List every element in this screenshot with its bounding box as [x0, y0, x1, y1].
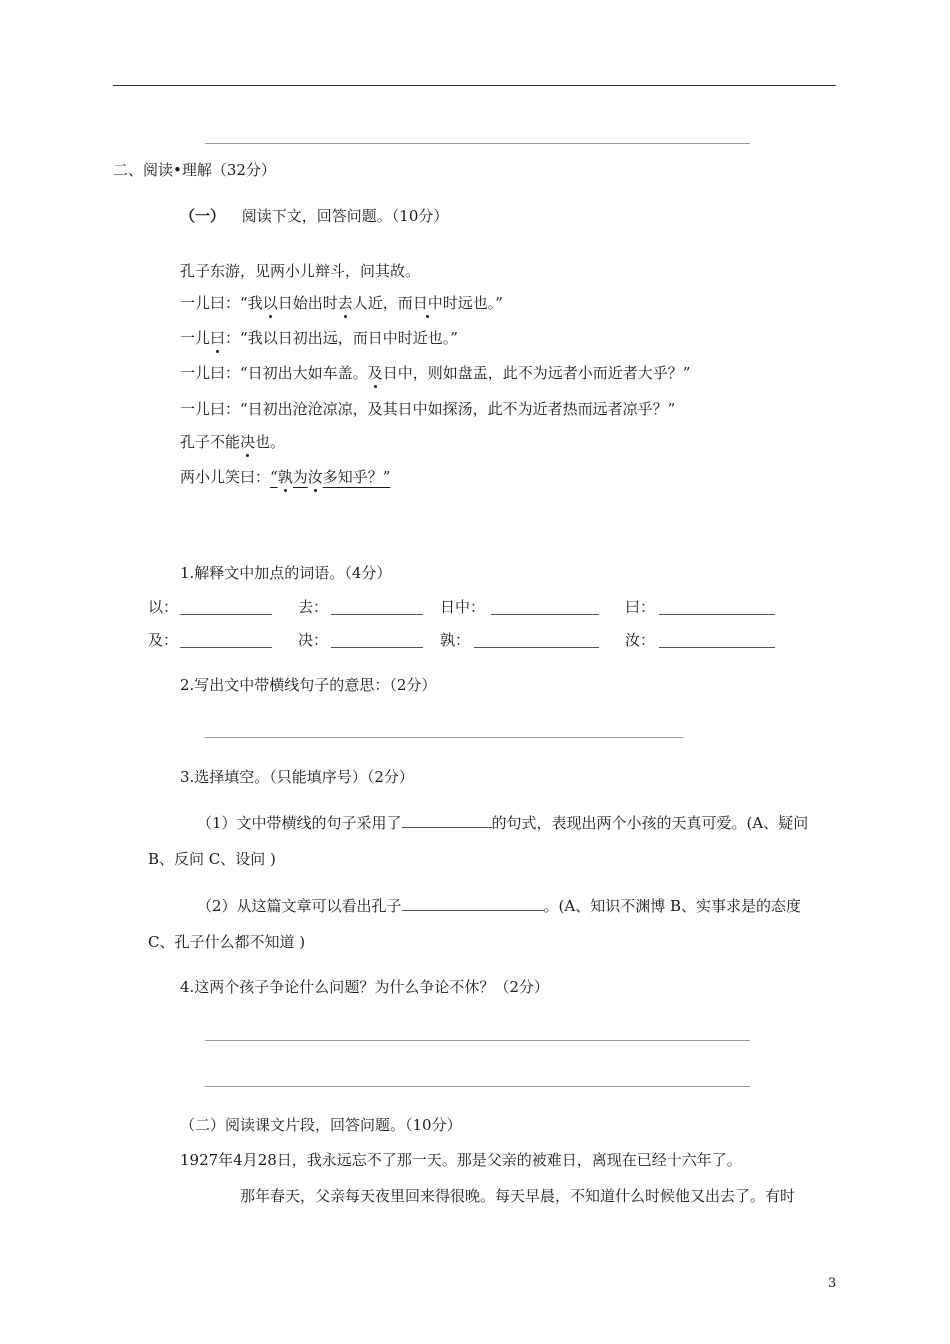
- term-label: 以：: [148, 598, 179, 616]
- text: 多知乎？”: [322, 468, 391, 486]
- term-label: 孰：: [440, 631, 471, 649]
- text: 一儿曰：“日初出大如车盖。: [180, 364, 368, 382]
- dotted-word: 日中: [412, 294, 443, 312]
- term-label: 曰：: [625, 598, 656, 616]
- answer-blank[interactable]: [331, 600, 423, 615]
- passage-line-5: 一儿曰：“日初出沧沧凉凉，及其日中如探汤，此不为近者热而远者凉乎？”: [180, 400, 676, 418]
- passage-line-1: 孔子东游，见两小儿辩斗，问其故。: [180, 262, 421, 280]
- answer-line[interactable]: [205, 737, 683, 738]
- answer-blank[interactable]: [491, 600, 599, 615]
- question-3-item-1: [197, 813, 808, 833]
- part1-heading: [180, 206, 448, 226]
- text: （1）文中带横线的句子采用了: [197, 814, 402, 832]
- page-number: 3: [828, 1276, 837, 1291]
- text: 一儿: [180, 329, 211, 347]
- term-label: 日中：: [440, 598, 486, 616]
- text: ：“我以日初出远，而日中时近也。”: [225, 329, 458, 347]
- answer-blank[interactable]: [331, 633, 423, 648]
- question-4: 4.这两个孩子争论什么问题？为什么争论不休？（2分）: [180, 978, 549, 996]
- dotted-word: 及: [367, 364, 383, 382]
- text: 也。: [255, 433, 286, 451]
- answer-blank[interactable]: [402, 896, 544, 911]
- answer-blank[interactable]: [474, 633, 599, 648]
- text: 孔子不能: [180, 433, 241, 451]
- section-title: 二、阅读•理解（32分）: [113, 161, 276, 179]
- answer-line[interactable]: [205, 1040, 750, 1041]
- question-1: 1.解释文中加点的词语。（4分）: [180, 564, 392, 582]
- question-3: 3.选择填空。（只能填序号）（2分）: [180, 768, 414, 786]
- dotted-word: 决: [240, 433, 256, 451]
- text: 的句式，表现出两个小孩的天真可爱。(A、疑问: [491, 814, 809, 832]
- dotted-word: 去: [337, 294, 353, 312]
- text: 两小儿笑曰：: [180, 468, 271, 486]
- dotted-word: 汝: [307, 468, 323, 486]
- term-label: 去：: [298, 598, 329, 616]
- answer-line: [205, 143, 750, 144]
- passage-line-6: [180, 432, 285, 452]
- term-label: 决：: [298, 631, 329, 649]
- header-rule: [113, 85, 836, 86]
- question-3-item-2: [197, 896, 801, 916]
- text: 。(A、知识不渊博 B、实事求是的态度: [543, 897, 802, 915]
- text: 日始出时: [277, 294, 338, 312]
- answer-blank[interactable]: [180, 633, 272, 648]
- text: 时远也。”: [442, 294, 503, 312]
- answer-blank[interactable]: [402, 813, 492, 828]
- question-3-item-1-options: B、反问 C、设问 ): [148, 850, 276, 868]
- question-2: 2.写出文中带横线句子的意思：（2分）: [180, 676, 437, 694]
- part2-paragraph-1: 1927年4月28日，我永远忘不了那一天。那是父亲的被难日，离现在已经十六年了。: [180, 1151, 742, 1169]
- dotted-word: 以: [262, 294, 278, 312]
- text: 人近，而: [352, 294, 413, 312]
- passage-line-2: [180, 293, 503, 313]
- text: （2）从这篇文章可以看出孔子: [197, 897, 402, 915]
- underlined-sentence: [270, 468, 390, 486]
- part1-instruction: 阅读下文，回答问题。（10分）: [241, 207, 449, 225]
- passage-line-7: [180, 467, 390, 487]
- text: “: [270, 468, 278, 486]
- part1-label: （一）: [180, 207, 226, 225]
- answer-blank[interactable]: [659, 633, 775, 648]
- part2-heading: （二）阅读课文片段，回答问题。（10分）: [180, 1116, 462, 1134]
- question-3-item-2-options: C、孔子什么都不知道 ): [148, 933, 306, 951]
- answer-line[interactable]: [205, 1086, 750, 1087]
- term-label: 汝：: [625, 631, 656, 649]
- passage-line-3: [180, 328, 458, 348]
- term-label: 及：: [148, 631, 179, 649]
- text: 一儿曰：“我: [180, 294, 263, 312]
- passage-line-4: [180, 363, 690, 383]
- answer-blank[interactable]: [659, 600, 775, 615]
- dotted-word: 孰: [277, 468, 293, 486]
- dotted-word: 曰: [210, 329, 226, 347]
- text: 日中，则如盘盂，此不为远者小而近者大乎？”: [382, 364, 691, 382]
- answer-blank[interactable]: [180, 600, 272, 615]
- text: 为: [292, 468, 308, 486]
- part2-paragraph-2: 那年春天，父亲每天夜里回来得很晚。每天早晨，不知道什么时候他又出去了。有时: [240, 1187, 796, 1205]
